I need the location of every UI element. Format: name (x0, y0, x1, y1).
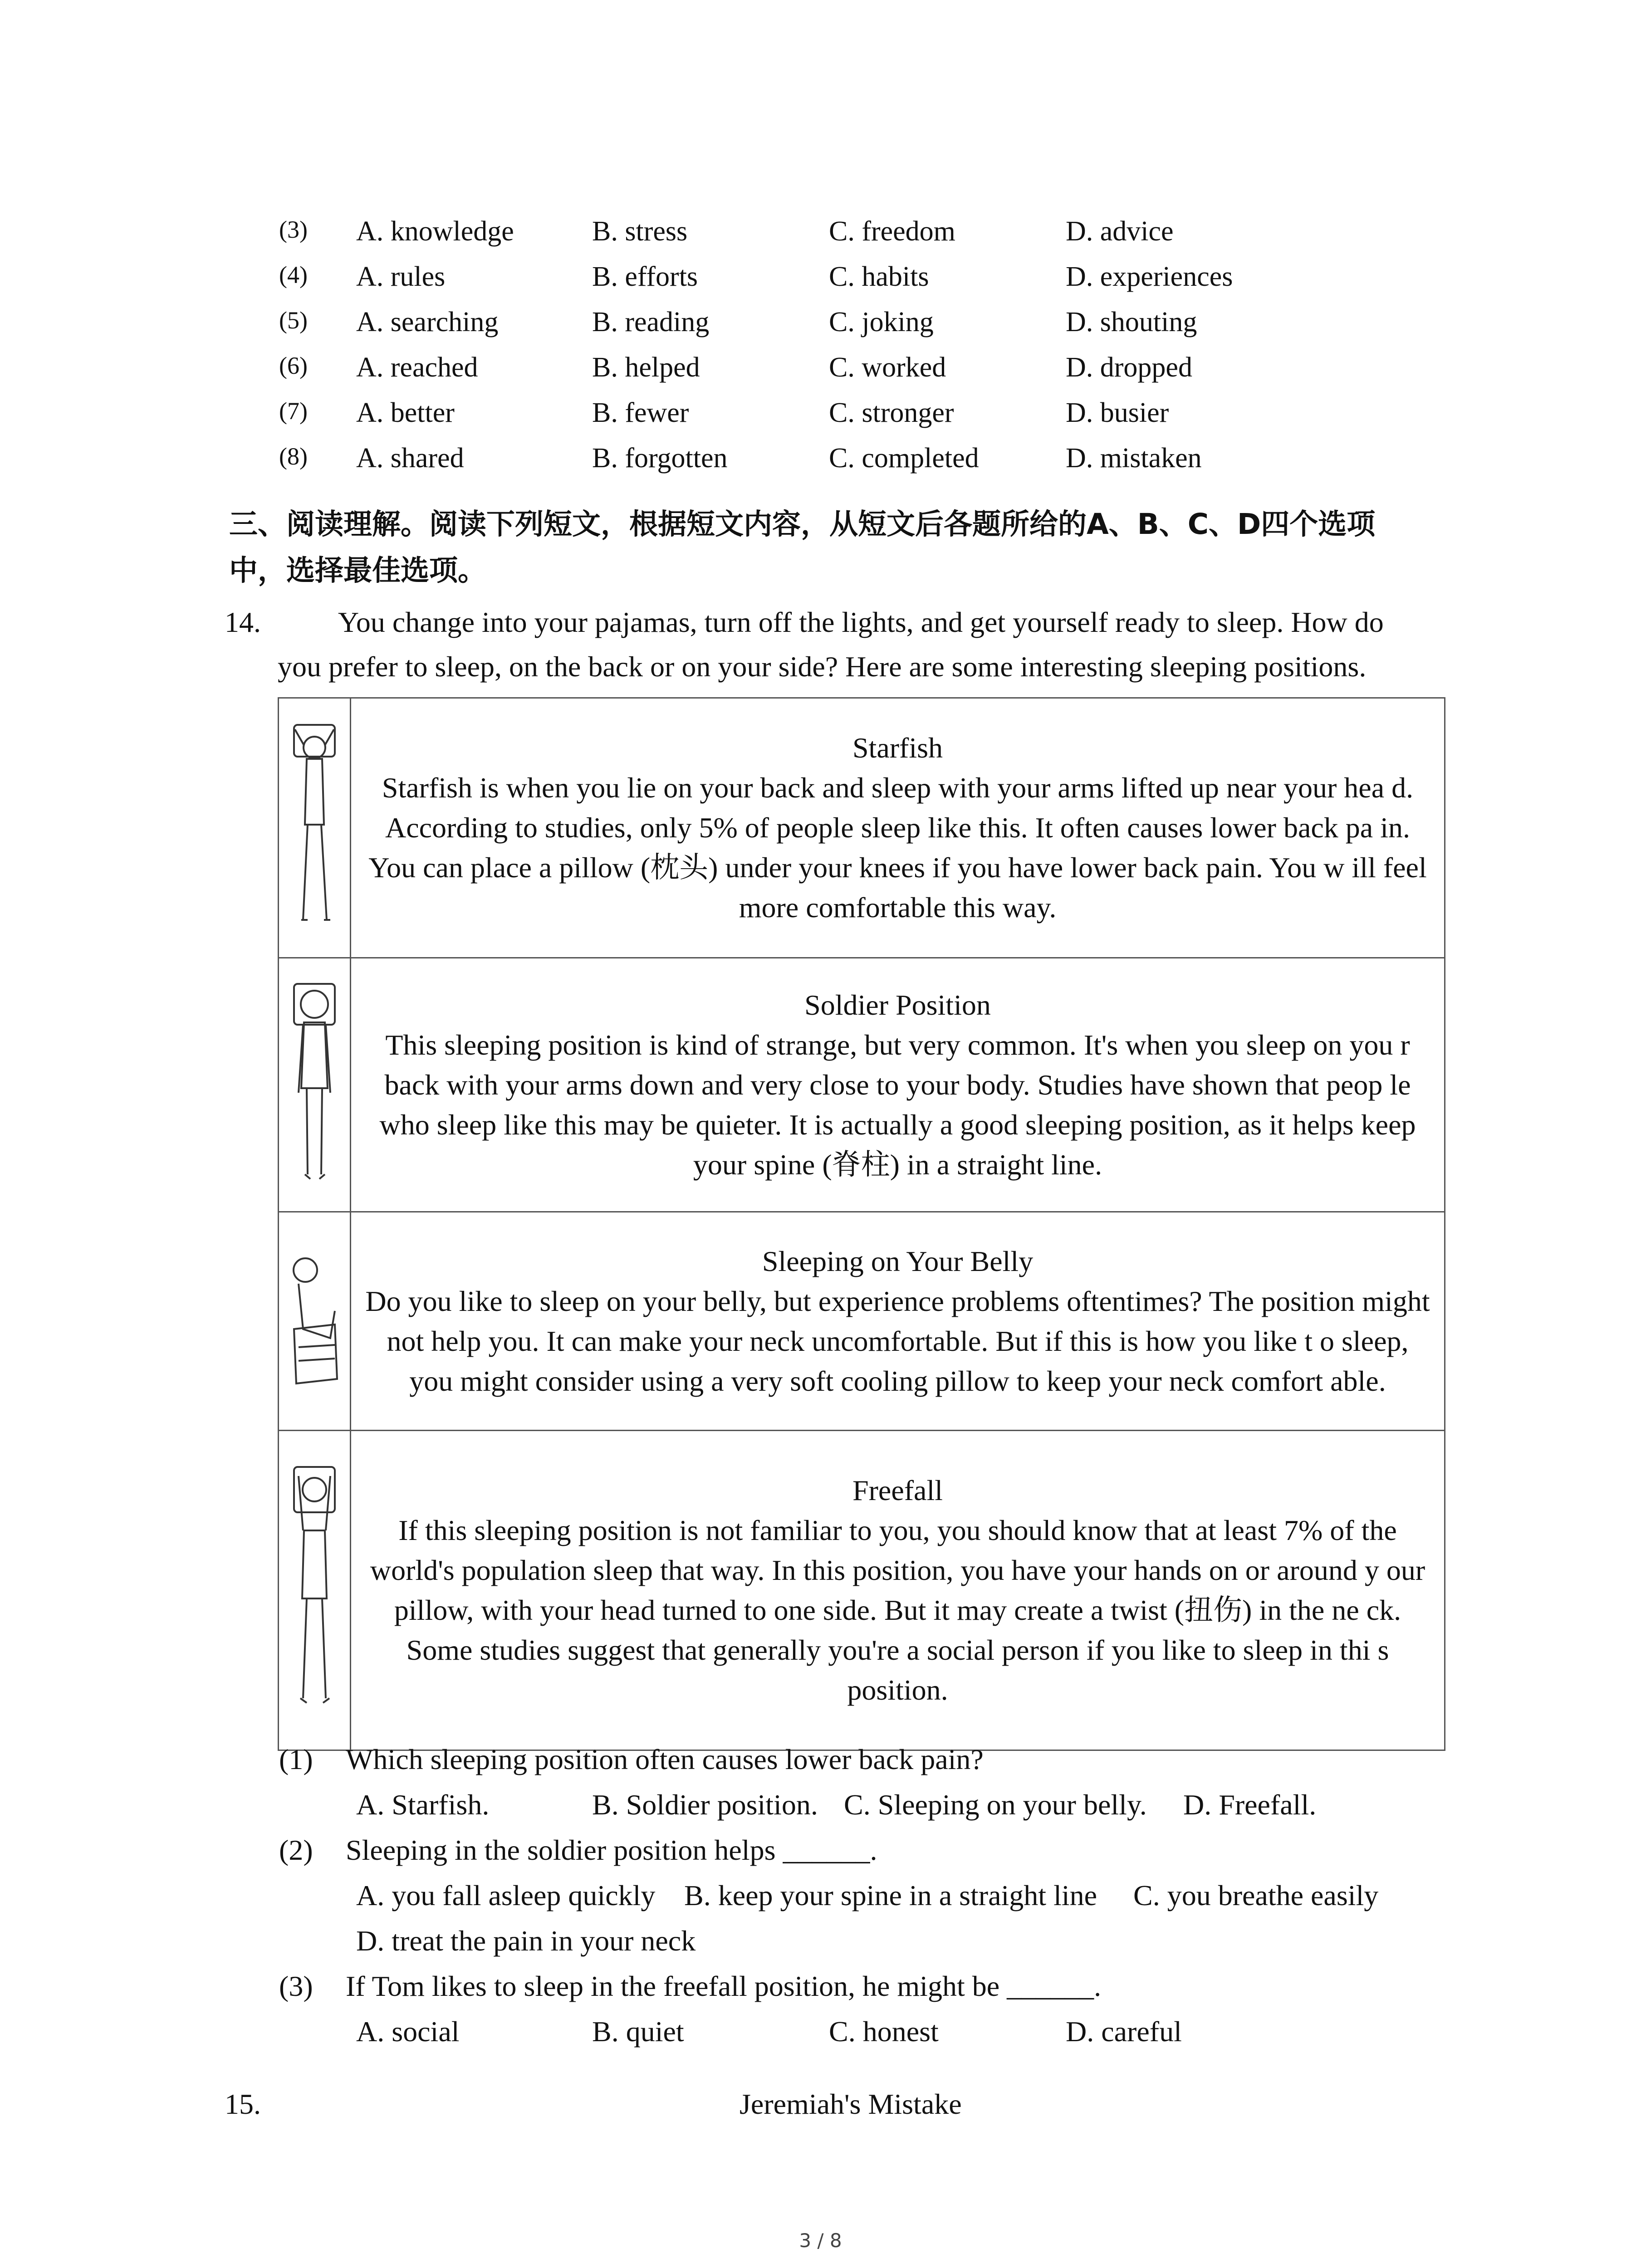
subquestion-stem: Which sleeping position often causes lower back pain? (346, 1743, 984, 1775)
option-d: D. experiences (1066, 261, 1233, 292)
sleeping-positions-table (278, 697, 1445, 1751)
answer-option: D. careful (1066, 2015, 1182, 2048)
option-row (0, 442, 1641, 488)
soldier-figure-icon (285, 979, 344, 1188)
answer-option: B. Soldier position. (592, 1789, 818, 1821)
answer-option: C. honest (829, 2015, 939, 2048)
figure-cell (279, 958, 351, 1212)
position-text: Starfish is when you lie on your back and sleep with your arms lifted up near your hea d. According to studies, only 5% of people sleep like this. It often causes lower back pa in. You can place a pillow (枕头) under your knees if you have lower back pain. You w ill feel more comfortable this way. (368, 772, 1427, 924)
option-a: A. shared (356, 443, 464, 474)
option-d: D. shouting (1066, 307, 1197, 337)
option-number: (7) (279, 397, 308, 425)
option-c: C. freedom (829, 216, 955, 247)
passage-title: Jeremiah's Mistake (740, 2088, 962, 2120)
option-d: D. mistaken (1066, 443, 1202, 474)
option-number: (3) (279, 216, 308, 243)
section-heading (229, 501, 1454, 594)
option-b: B. fewer (592, 397, 689, 428)
option-c: C. stronger (829, 397, 954, 428)
intro-line: you prefer to sleep, on the back or on your side? Here are some interesting sleeping positions. (278, 650, 1367, 683)
answer-option: B. keep your spine in a straight line (684, 1879, 1097, 1911)
option-d: D. advice (1066, 216, 1174, 247)
option-a: A. reached (356, 352, 478, 383)
option-row (0, 397, 1641, 442)
option-row (0, 215, 1641, 261)
table-row (279, 1212, 1445, 1431)
option-b: B. stress (592, 216, 688, 247)
belly-figure-icon (285, 1247, 344, 1393)
option-b: B. efforts (592, 261, 698, 292)
position-title: Starfish (852, 732, 943, 764)
table-row (279, 1431, 1445, 1750)
table-row (279, 958, 1445, 1212)
option-a: A. searching (356, 307, 499, 337)
position-cell (351, 1212, 1445, 1431)
option-a: A. rules (356, 261, 446, 292)
subquestion-stem: If Tom likes to sleep in the freefall position, he might be ______. (346, 1970, 1102, 2002)
answer-option: D. treat the pain in your neck (356, 1925, 696, 1957)
section-heading-line: 中，选择最佳选项。 (229, 554, 486, 587)
option-number: (4) (279, 261, 308, 288)
starfish-figure-icon (285, 720, 344, 934)
option-number: (8) (279, 443, 308, 470)
option-row (0, 306, 1641, 352)
option-b: B. reading (592, 307, 710, 337)
option-a: A. knowledge (356, 216, 514, 247)
option-a: A. better (356, 397, 455, 428)
subquestion-number: (3) (279, 1970, 313, 2002)
option-c: C. habits (829, 261, 929, 292)
position-text: This sleeping position is kind of strange, but very common. It's when you sleep on you r back with your arms down and very close to your body. Studies have shown that peop le who sleep like this may be quieter. It is actually a good sleeping position, as it helps keep your spine (脊柱) in a straight line. (379, 1028, 1416, 1181)
question-number: 14. (225, 606, 261, 638)
position-text: If this sleeping position is not familiar to you, you should know that at least 7% of the world's population sleep that way. In this position, you have your hands on or around y our pillow, with your head turned to one side. But it may create a twist (扭伤) in the ne ck. Some studies suggest that generally you're a social person if you like to sleep in thi s position. (370, 1514, 1425, 1706)
subquestion-number: (2) (279, 1834, 313, 1866)
page-number: 3 / 8 (799, 2229, 842, 2252)
section-heading-line: 三、阅读理解。阅读下列短文，根据短文内容，从短文后各题所给的A、B、C、D四个选项 (229, 508, 1376, 541)
freefall-figure-icon (285, 1462, 344, 1716)
option-number: (5) (279, 307, 308, 334)
figure-cell (279, 1212, 351, 1431)
answer-option: A. social (356, 2015, 460, 2048)
position-title: Freefall (852, 1474, 943, 1506)
option-c: C. completed (829, 443, 979, 474)
option-b: B. forgotten (592, 443, 728, 474)
answer-option: A. Starfish. (356, 1789, 490, 1821)
position-text: Do you like to sleep on your belly, but experience problems oftentimes? The position might not help you. It can make your neck uncomfortable. But if this is how you like t o sleep, you might consider using a very soft cooling pillow to keep your neck comfort able. (365, 1285, 1430, 1397)
table-row (279, 698, 1445, 958)
position-cell (351, 1431, 1445, 1750)
option-c: C. joking (829, 307, 934, 337)
subquestion-stem: Sleeping in the soldier position helps ______. (346, 1834, 877, 1866)
answer-option: C. you breathe easily (1133, 1879, 1379, 1911)
answer-option: C. Sleeping on your belly. (844, 1789, 1147, 1821)
answer-option: A. you fall asleep quickly (356, 1879, 656, 1911)
subquestion-number: (1) (279, 1743, 313, 1775)
figure-cell (279, 698, 351, 958)
position-cell (351, 698, 1445, 958)
option-number: (6) (279, 352, 308, 379)
position-title: Soldier Position (804, 988, 991, 1021)
figure-cell (279, 1431, 351, 1750)
option-c: C. worked (829, 352, 946, 383)
position-cell (351, 958, 1445, 1212)
option-d: D. busier (1066, 397, 1169, 428)
intro-line: You change into your pajamas, turn off the lights, and get yourself ready to sleep. How do (338, 606, 1384, 638)
option-row (0, 261, 1641, 306)
answer-option: B. quiet (592, 2015, 684, 2048)
option-row (0, 352, 1641, 397)
position-title: Sleeping on Your Belly (762, 1245, 1034, 1277)
option-b: B. helped (592, 352, 700, 383)
answer-option: D. Freefall. (1183, 1789, 1317, 1821)
question-number: 15. (225, 2088, 261, 2120)
option-d: D. dropped (1066, 352, 1192, 383)
